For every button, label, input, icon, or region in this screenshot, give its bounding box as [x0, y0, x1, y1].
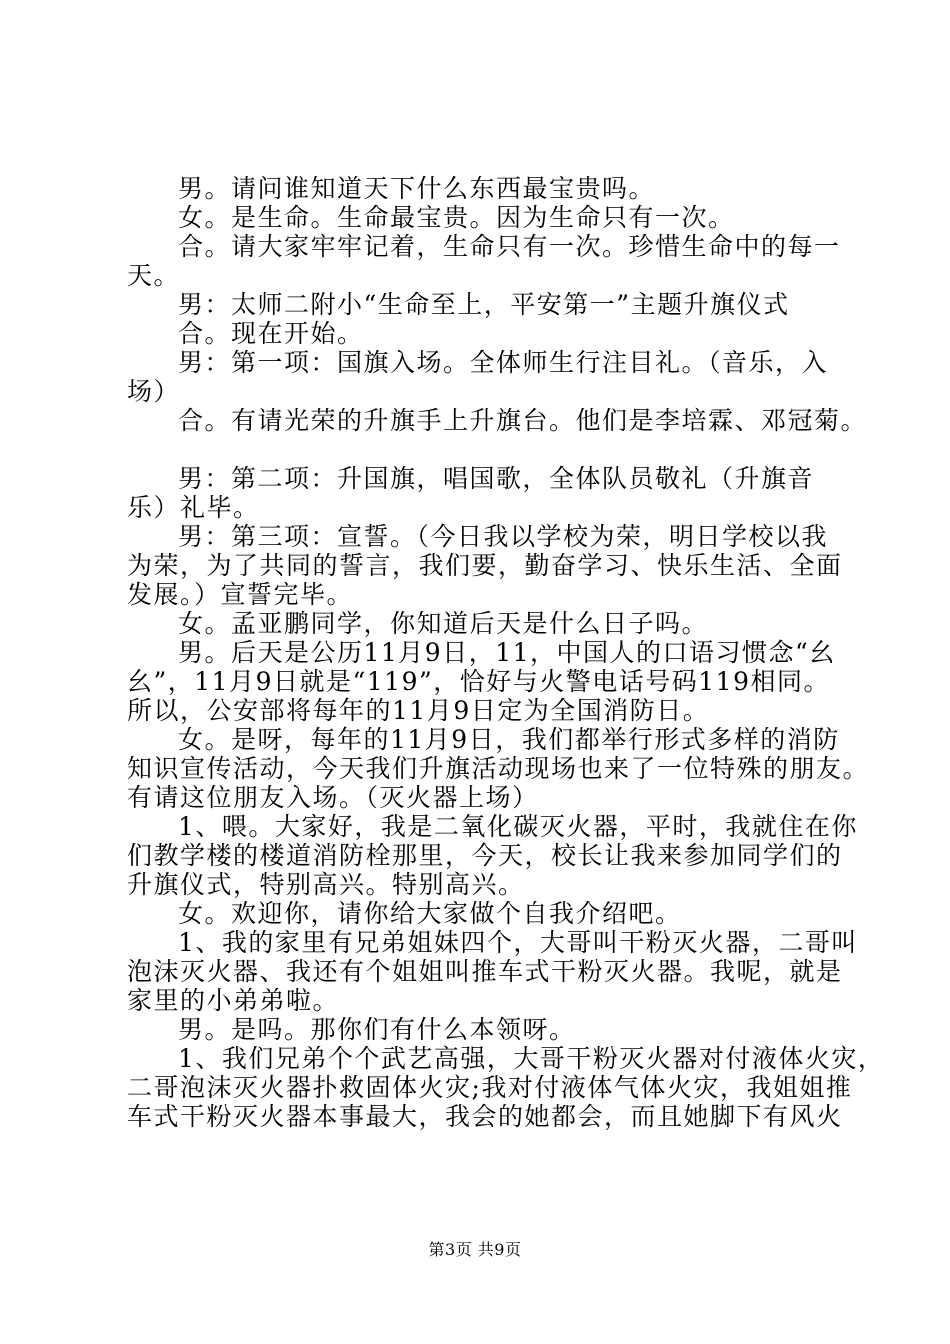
text-line: 男：第一项：国旗入场。全体师生行注目礼。（音乐，入: [178, 348, 829, 377]
text-line: 男：太师二附小“生命至上，平安第一”主题升旗仪式: [178, 290, 790, 319]
text-line: 男：第三项：宣誓。（今日我以学校为荣，明日学校以我: [178, 522, 829, 551]
text-line: 有请这位朋友入场。（灭火器上场）: [127, 783, 539, 812]
text-line: 男：第二项：升国旗，唱国歌，全体队员敬礼（升旗音: [178, 464, 815, 493]
text-line: 1、喂。大家好，我是二氧化碳灭火器，平时，我就住在你: [178, 812, 858, 841]
text-line: 所以，公安部将每年的11月9日定为全国消防日。: [127, 696, 710, 725]
document-body: [127, 174, 885, 1131]
text-line: 知识宣传活动，今天我们升旗活动现场也来了一位特殊的朋友。: [127, 754, 870, 783]
text-line: 场）: [127, 377, 181, 406]
text-line: 为荣，为了共同的誓言，我们要，勤奋学习、快乐生活、全面: [127, 551, 843, 580]
text-line: 男。请问谁知道天下什么东西最宝贵吗。: [178, 174, 656, 203]
text-line: 泡沫灭火器、我还有个姐姐叫推车式干粉灭火器。我呢，就是: [127, 957, 843, 986]
text-line: 合。有请光荣的升旗手上升旗台。他们是李培霖、邓冠菊。: [178, 406, 868, 435]
text-line: 幺”，11月9日就是“119”，恰好与火警电话号码119相同。: [127, 667, 830, 696]
text-line: 男。是吗。那你们有什么本领呀。: [178, 1015, 576, 1044]
text-line: 女。孟亚鹏同学，你知道后天是什么日子吗。: [178, 609, 709, 638]
text-line: 合。现在开始。: [178, 319, 364, 348]
text-line: 天。: [127, 261, 181, 290]
text-line: 二哥泡沫灭火器扑救固体火灾;我对付液体气体火灾，我姐姐推: [127, 1073, 853, 1102]
text-line: 们教学楼的楼道消防栓那里，今天，校长让我来参加同学们的: [127, 841, 843, 870]
text-line: 合。请大家牢牢记着，生命只有一次。珍惜生命中的每一: [178, 232, 841, 261]
text-line: 车式干粉灭火器本事最大，我会的她都会，而且她脚下有风火: [127, 1102, 843, 1131]
text-line: 1、我的家里有兄弟姐妹四个，大哥叫干粉灭火器，二哥叫: [178, 928, 858, 957]
text-line: 男。后天是公历11月9日，11，中国人的口语习惯念“幺: [178, 638, 836, 667]
text-line: 女。是呀，每年的11月9日，我们都举行形式多样的消防: [178, 725, 840, 754]
text-line: 女。是生命。生命最宝贵。因为生命只有一次。: [178, 203, 735, 232]
blank-line: [127, 435, 835, 464]
page-number: 第3页 共9页: [428, 1240, 522, 1259]
text-line: 家里的小弟弟啦。: [127, 986, 340, 1015]
text-line: 乐）礼毕。: [127, 493, 260, 522]
text-line: 发展。）宣誓完毕。: [127, 580, 354, 609]
text-line: 1、我们兄弟个个武艺高强，大哥干粉灭火器对付液体火灾，: [178, 1044, 885, 1073]
text-line: 升旗仪式，特别高兴。特别高兴。: [127, 870, 525, 899]
text-line: 女。欢迎你，请你给大家做个自我介绍吧。: [178, 899, 682, 928]
